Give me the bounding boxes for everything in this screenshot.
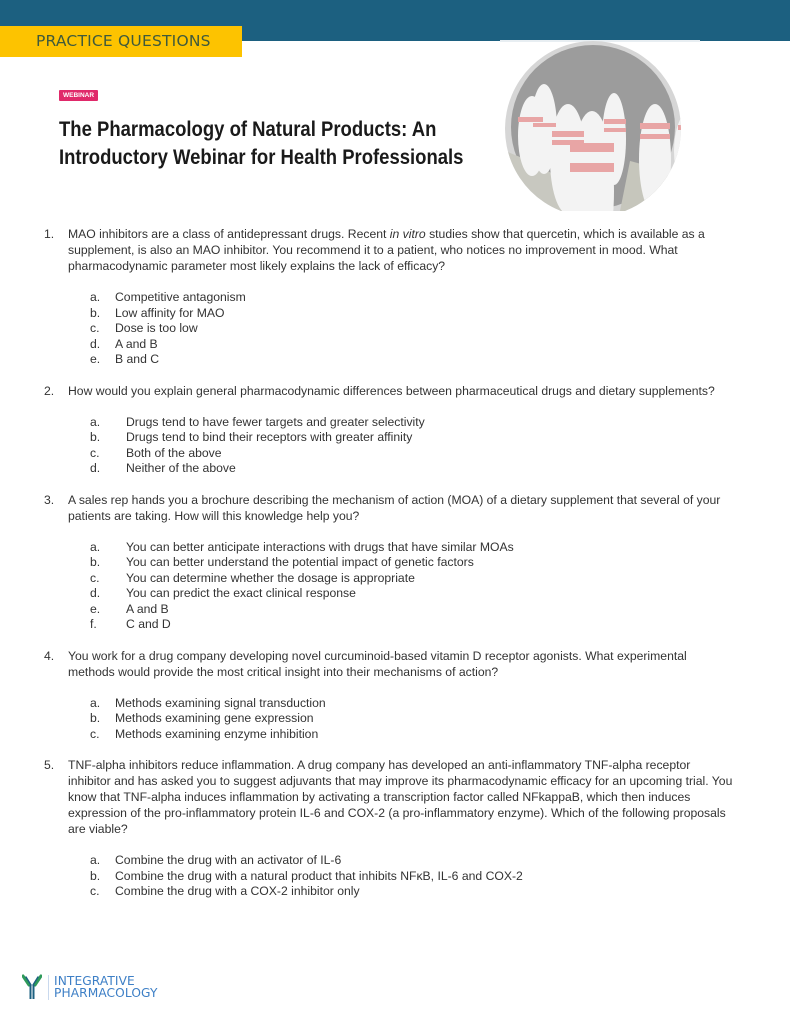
answer-option <box>44 617 744 633</box>
option-text: C and D <box>126 617 171 631</box>
question-number: 5. <box>44 758 55 772</box>
option-letter: c. <box>90 445 100 460</box>
question-3 <box>44 492 744 633</box>
question-list <box>44 226 744 915</box>
question-text <box>68 226 744 274</box>
option-text: Combine the drug with a natural product that inhibits NFκB, IL-6 and COX-2 <box>115 868 523 883</box>
option-letter: f. <box>90 617 97 631</box>
option-text: Competitive antagonism <box>115 290 246 304</box>
option-text: A and B <box>126 601 169 616</box>
answer-options <box>44 290 744 368</box>
option-letter: d. <box>90 586 101 600</box>
question-text: A sales rep hands you a brochure describing the mechanism of action (MOA) of a dietary supplement that several of your patients are taking. How will this knowledge help you? <box>68 492 721 523</box>
title-line-2: Introductory Webinar for Health Professionals <box>59 145 464 169</box>
question-4 <box>44 648 744 743</box>
logo-wordmark <box>48 975 158 1000</box>
answer-option <box>44 869 744 885</box>
answer-option <box>44 540 744 556</box>
option-letter: b. <box>90 430 101 444</box>
bowling-pins-illustration <box>500 41 710 211</box>
option-letter: a. <box>90 290 101 304</box>
question-1 <box>44 226 744 368</box>
question-text-part: MAO inhibitors are a class of antidepressant drugs. Recent <box>68 227 390 241</box>
answer-option <box>44 337 744 353</box>
answer-option <box>44 290 744 306</box>
question-number: 3. <box>44 492 55 507</box>
answer-options <box>44 540 744 633</box>
option-text: Low affinity for MAO <box>115 305 225 320</box>
question-text-part: studies show that quercetin, which is available as a supplement, is also an MAO inhibitor. You recommend it to a patient, who notices no improvement in mood. What pharmacodynamic parameter most likely explains the lack of efficacy? <box>68 227 705 273</box>
option-text: Drugs tend to have fewer targets and greater selectivity <box>126 414 425 429</box>
antibody-icon <box>22 974 42 1000</box>
option-text: Methods examining gene expression <box>115 711 314 725</box>
answer-option <box>44 306 744 322</box>
question-text: TNF-alpha inhibitors reduce inflammation. A drug company has developed an anti-inflammatory TNF-alpha receptor inhibitor and has asked you to suggest adjuvants that may improve its pharmacodynamic efficacy for an upcoming trial. You know that TNF-alpha induces inflammation by activating a transcription factor called NFkappaB, which then induces expression of the pro-inflammatory protein IL-6 and COX-2 (a pro-inflammatory enzyme). Which of the following proposals are viable? <box>68 758 733 836</box>
question-text: You work for a drug company developing novel curcuminoid-based vitamin D receptor agonists. What experimental methods would provide the most critical insight into their mechanisms of action? <box>68 648 687 679</box>
section-label: PRACTICE QUESTIONS <box>0 26 242 57</box>
option-text: Methods examining enzyme inhibition <box>115 726 319 741</box>
answer-option <box>44 430 744 446</box>
webinar-badge: WEBINAR <box>59 90 98 101</box>
option-text: Combine the drug with an activator of IL-6 <box>115 853 342 867</box>
integrative-pharmacology-logo <box>22 974 158 1000</box>
answer-option <box>44 352 744 368</box>
logo-line-1: INTEGRATIVE <box>54 973 135 988</box>
option-letter: b. <box>90 555 101 569</box>
option-text: You can better understand the potential impact of genetic factors <box>126 555 474 569</box>
option-text: Drugs tend to bind their receptors with greater affinity <box>126 430 413 444</box>
answer-option <box>44 884 744 900</box>
option-letter: c. <box>90 726 100 741</box>
option-letter: c. <box>90 321 100 335</box>
option-letter: e. <box>90 352 101 366</box>
answer-option <box>44 321 744 337</box>
question-2 <box>44 383 744 477</box>
answer-option <box>44 602 744 618</box>
option-text: Dose is too low <box>115 321 198 335</box>
question-number: 2. <box>44 383 55 398</box>
option-letter: b. <box>90 868 101 883</box>
option-letter: a. <box>90 853 101 867</box>
option-text: A and B <box>115 336 158 351</box>
document-title <box>59 115 464 171</box>
option-text: Both of the above <box>126 445 222 460</box>
option-letter: e. <box>90 601 101 616</box>
answer-option <box>44 727 744 743</box>
question-5 <box>44 757 744 900</box>
answer-option <box>44 586 744 602</box>
answer-options <box>44 415 744 477</box>
answer-option <box>44 571 744 587</box>
answer-option <box>44 446 744 462</box>
option-text: Methods examining signal transduction <box>115 695 326 710</box>
option-letter: d. <box>90 461 101 475</box>
answer-options <box>44 853 744 900</box>
option-text: Combine the drug with a COX-2 inhibitor only <box>115 884 360 898</box>
option-text: You can better anticipate interactions with drugs that have similar MOAs <box>126 539 514 554</box>
question-number: 4. <box>44 648 55 663</box>
option-letter: c. <box>90 884 100 898</box>
option-text: You can predict the exact clinical response <box>126 586 356 600</box>
answer-option <box>44 555 744 571</box>
option-letter: a. <box>90 539 101 554</box>
answer-options <box>44 696 744 743</box>
question-text-italic: in vitro <box>389 227 426 241</box>
option-letter: c. <box>90 570 100 585</box>
logo-line-2: PHARMACOLOGY <box>54 986 158 1000</box>
option-text: B and C <box>115 352 160 366</box>
answer-option <box>44 461 744 477</box>
answer-option <box>44 415 744 431</box>
option-text: Neither of the above <box>126 461 236 475</box>
question-text: How would you explain general pharmacodynamic differences between pharmaceutical drugs and dietary supplements? <box>68 383 715 398</box>
option-letter: a. <box>90 695 101 710</box>
answer-option <box>44 696 744 712</box>
option-letter: b. <box>90 305 101 320</box>
answer-option <box>44 853 744 869</box>
option-text: You can determine whether the dosage is appropriate <box>126 570 415 585</box>
answer-option <box>44 711 744 727</box>
option-letter: a. <box>90 414 101 429</box>
title-line-1: The Pharmacology of Natural Products: An <box>59 117 437 141</box>
option-letter: b. <box>90 711 101 725</box>
option-letter: d. <box>90 336 101 351</box>
question-number: 1. <box>44 227 55 241</box>
